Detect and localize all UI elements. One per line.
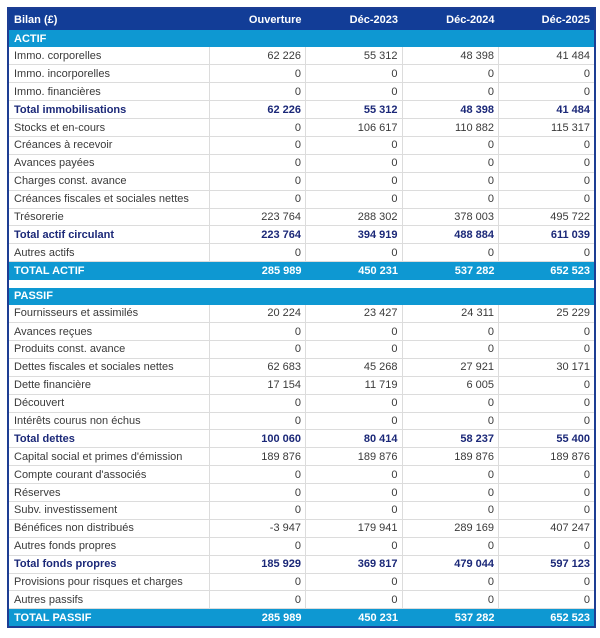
row-value: 0	[499, 83, 596, 101]
table-row	[8, 501, 595, 519]
table-row	[8, 47, 595, 65]
row-value: 0	[402, 323, 499, 341]
table-row	[8, 412, 595, 430]
row-value: 289 169	[402, 519, 499, 537]
row-value: 0	[306, 136, 403, 154]
row-value: 115 317	[499, 119, 596, 137]
row-value: 0	[499, 573, 596, 591]
row-value: 179 941	[306, 519, 403, 537]
row-label: Fournisseurs et assimilés	[8, 305, 209, 323]
row-value: 0	[402, 394, 499, 412]
row-value: 0	[499, 244, 596, 262]
row-value: 0	[209, 83, 306, 101]
row-value: 41 484	[499, 47, 596, 65]
row-value: 0	[499, 537, 596, 555]
row-value: 0	[209, 340, 306, 358]
row-label: Total dettes	[8, 430, 209, 448]
col-header-dec-2025: Déc-2025	[541, 13, 590, 26]
row-value: 0	[306, 412, 403, 430]
row-value: 0	[306, 190, 403, 208]
row-label: Immo. financières	[8, 83, 209, 101]
row-value: 223 764	[209, 208, 306, 226]
table-row	[8, 244, 595, 262]
row-value: 0	[499, 394, 596, 412]
row-label: Dette financière	[8, 376, 209, 394]
row-value: 0	[499, 412, 596, 430]
row-value: 369 817	[306, 555, 403, 573]
row-value: 0	[306, 573, 403, 591]
row-value: 0	[306, 83, 403, 101]
row-value: 27 921	[402, 358, 499, 376]
row-value: 48 398	[402, 101, 499, 119]
row-label: Dettes fiscales et sociales nettes	[8, 358, 209, 376]
row-value: 0	[402, 244, 499, 262]
row-value: 80 414	[306, 430, 403, 448]
row-value: 0	[209, 136, 306, 154]
row-label: Stocks et en-cours	[8, 119, 209, 137]
row-value: 25 229	[499, 305, 596, 323]
row-value: 0	[402, 190, 499, 208]
table-row	[8, 430, 595, 448]
row-value: 6 005	[402, 376, 499, 394]
row-value: 24 311	[402, 305, 499, 323]
row-value: 479 044	[402, 555, 499, 573]
balance-sheet-table	[7, 7, 596, 628]
row-value: 0	[402, 412, 499, 430]
row-label: Créances fiscales et sociales nettes	[8, 190, 209, 208]
row-value: 45 268	[306, 358, 403, 376]
row-value: 62 226	[209, 101, 306, 119]
table-row	[8, 573, 595, 591]
row-value: 0	[402, 136, 499, 154]
row-label: Produits const. avance	[8, 340, 209, 358]
row-value: 597 123	[499, 555, 596, 573]
table-row	[8, 190, 595, 208]
row-value: 0	[402, 83, 499, 101]
row-value: 0	[306, 244, 403, 262]
col-header-dec-2024: Déc-2024	[446, 13, 495, 26]
row-value: 0	[306, 394, 403, 412]
row-value: 0	[306, 501, 403, 519]
row-label: Réserves	[8, 484, 209, 502]
row-value: 0	[306, 340, 403, 358]
row-value: 58 237	[402, 430, 499, 448]
row-value: 223 764	[209, 226, 306, 244]
row-label: Créances à recevoir	[8, 136, 209, 154]
table-row	[8, 65, 595, 83]
row-value: -3 947	[209, 519, 306, 537]
row-value: 0	[402, 501, 499, 519]
table-row	[8, 466, 595, 484]
row-value: 62 226	[209, 47, 306, 65]
row-value: 189 876	[402, 448, 499, 466]
row-value: 106 617	[306, 119, 403, 137]
row-value: 0	[209, 244, 306, 262]
row-value: 11 719	[306, 376, 403, 394]
row-value: 0	[306, 172, 403, 190]
row-value: 0	[306, 466, 403, 484]
row-value: 652 523	[550, 611, 590, 624]
row-value: 0	[499, 466, 596, 484]
table-row	[8, 101, 595, 119]
row-value: 23 427	[306, 305, 403, 323]
table-row	[8, 484, 595, 502]
table-row	[8, 591, 595, 609]
row-label: Bénéfices non distribués	[8, 519, 209, 537]
row-value: 100 060	[209, 430, 306, 448]
row-value: 0	[209, 172, 306, 190]
table-row	[8, 83, 595, 101]
row-label: Immo. corporelles	[8, 47, 209, 65]
row-value: 0	[209, 484, 306, 502]
table-title	[8, 8, 209, 30]
row-value: 378 003	[402, 208, 499, 226]
row-label: Immo. incorporelles	[8, 65, 209, 83]
col-header-dec-2023: Déc-2023	[349, 13, 398, 26]
row-label: Compte courant d'associés	[8, 466, 209, 484]
row-label: Charges const. avance	[8, 172, 209, 190]
table-row	[8, 555, 595, 573]
row-value: 450 231	[358, 264, 398, 277]
row-value: 611 039	[499, 226, 596, 244]
row-value: 537 282	[454, 611, 495, 624]
row-value: 0	[499, 591, 596, 609]
row-value: 55 312	[306, 47, 403, 65]
row-value: 652 523	[550, 264, 590, 277]
table-row	[8, 376, 595, 394]
row-value: 285 989	[261, 264, 302, 277]
row-value: 0	[209, 394, 306, 412]
row-value: 0	[499, 154, 596, 172]
row-value: 0	[306, 323, 403, 341]
table-title-label: Bilan (£)	[14, 13, 58, 26]
row-value: 30 171	[499, 358, 596, 376]
row-value: 41 484	[499, 101, 596, 119]
row-label: Découvert	[8, 394, 209, 412]
row-label: TOTAL PASSIF	[14, 611, 92, 624]
row-value: 0	[209, 190, 306, 208]
row-label: Subv. investissement	[8, 501, 209, 519]
row-value: 62 683	[209, 358, 306, 376]
total-row-actif	[8, 262, 595, 280]
table-row	[8, 394, 595, 412]
section-spacer	[8, 280, 595, 288]
table-row	[8, 136, 595, 154]
row-value: 0	[209, 573, 306, 591]
section-band-actif	[8, 30, 595, 47]
header-row	[8, 8, 595, 30]
row-value: 394 919	[306, 226, 403, 244]
table-row	[8, 208, 595, 226]
table-row	[8, 226, 595, 244]
row-value: 0	[499, 136, 596, 154]
row-value: 407 247	[499, 519, 596, 537]
row-value: 0	[402, 573, 499, 591]
row-value: 0	[499, 484, 596, 502]
row-value: 0	[306, 154, 403, 172]
row-label: Trésorerie	[8, 208, 209, 226]
row-label: Avances payées	[8, 154, 209, 172]
row-value: 0	[306, 65, 403, 83]
row-value: 0	[209, 154, 306, 172]
row-label: Avances reçues	[8, 323, 209, 341]
row-value: 0	[402, 154, 499, 172]
row-value: 0	[402, 172, 499, 190]
row-value: 0	[499, 172, 596, 190]
col-header-ouverture: Ouverture	[248, 13, 302, 26]
table-row	[8, 172, 595, 190]
row-value: 0	[402, 340, 499, 358]
row-label: Autres actifs	[8, 244, 209, 262]
row-value: 55 400	[499, 430, 596, 448]
row-value: 0	[209, 323, 306, 341]
row-label: Autres passifs	[8, 591, 209, 609]
row-value: 0	[306, 591, 403, 609]
row-value: 110 882	[402, 119, 499, 137]
row-value: 55 312	[306, 101, 403, 119]
row-value: 17 154	[209, 376, 306, 394]
row-value: 189 876	[306, 448, 403, 466]
row-value: 0	[209, 65, 306, 83]
row-label: TOTAL ACTIF	[14, 264, 85, 277]
table-row	[8, 358, 595, 376]
row-value: 0	[499, 65, 596, 83]
row-value: 0	[402, 537, 499, 555]
section-band-passif	[8, 288, 595, 305]
row-label: Provisions pour risques et charges	[8, 573, 209, 591]
row-value: 0	[209, 591, 306, 609]
table-row	[8, 340, 595, 358]
table-row	[8, 154, 595, 172]
row-label: Total fonds propres	[8, 555, 209, 573]
row-value: 0	[499, 340, 596, 358]
row-value: 0	[499, 376, 596, 394]
row-value: 185 929	[209, 555, 306, 573]
section-band-label: PASSIF	[14, 290, 53, 303]
section-band-label: ACTIF	[14, 32, 47, 45]
row-label: Intérêts courus non échus	[8, 412, 209, 430]
row-value: 0	[499, 323, 596, 341]
row-value: 0	[209, 466, 306, 484]
table-row	[8, 537, 595, 555]
row-value: 0	[209, 537, 306, 555]
row-value: 0	[209, 119, 306, 137]
row-label: Total immobilisations	[8, 101, 209, 119]
row-value: 0	[306, 537, 403, 555]
row-value: 495 722	[499, 208, 596, 226]
table-row	[8, 448, 595, 466]
row-value: 0	[499, 501, 596, 519]
row-label: Total actif circulant	[8, 226, 209, 244]
row-value: 285 989	[261, 611, 302, 624]
table-row	[8, 323, 595, 341]
row-value: 450 231	[358, 611, 398, 624]
row-value: 189 876	[499, 448, 596, 466]
row-value: 0	[499, 190, 596, 208]
row-value: 0	[402, 65, 499, 83]
row-value: 0	[209, 501, 306, 519]
row-value: 0	[402, 591, 499, 609]
row-value: 20 224	[209, 305, 306, 323]
row-value: 0	[402, 466, 499, 484]
row-value: 189 876	[209, 448, 306, 466]
row-value: 0	[306, 484, 403, 502]
row-value: 537 282	[454, 264, 495, 277]
table-row	[8, 119, 595, 137]
row-value: 0	[402, 484, 499, 502]
table-row	[8, 305, 595, 323]
row-value: 48 398	[402, 47, 499, 65]
row-value: 0	[209, 412, 306, 430]
total-row-passif	[8, 609, 595, 627]
table-row	[8, 519, 595, 537]
row-value: 488 884	[402, 226, 499, 244]
row-label: Autres fonds propres	[8, 537, 209, 555]
row-value: 288 302	[306, 208, 403, 226]
row-label: Capital social et primes d'émission	[8, 448, 209, 466]
